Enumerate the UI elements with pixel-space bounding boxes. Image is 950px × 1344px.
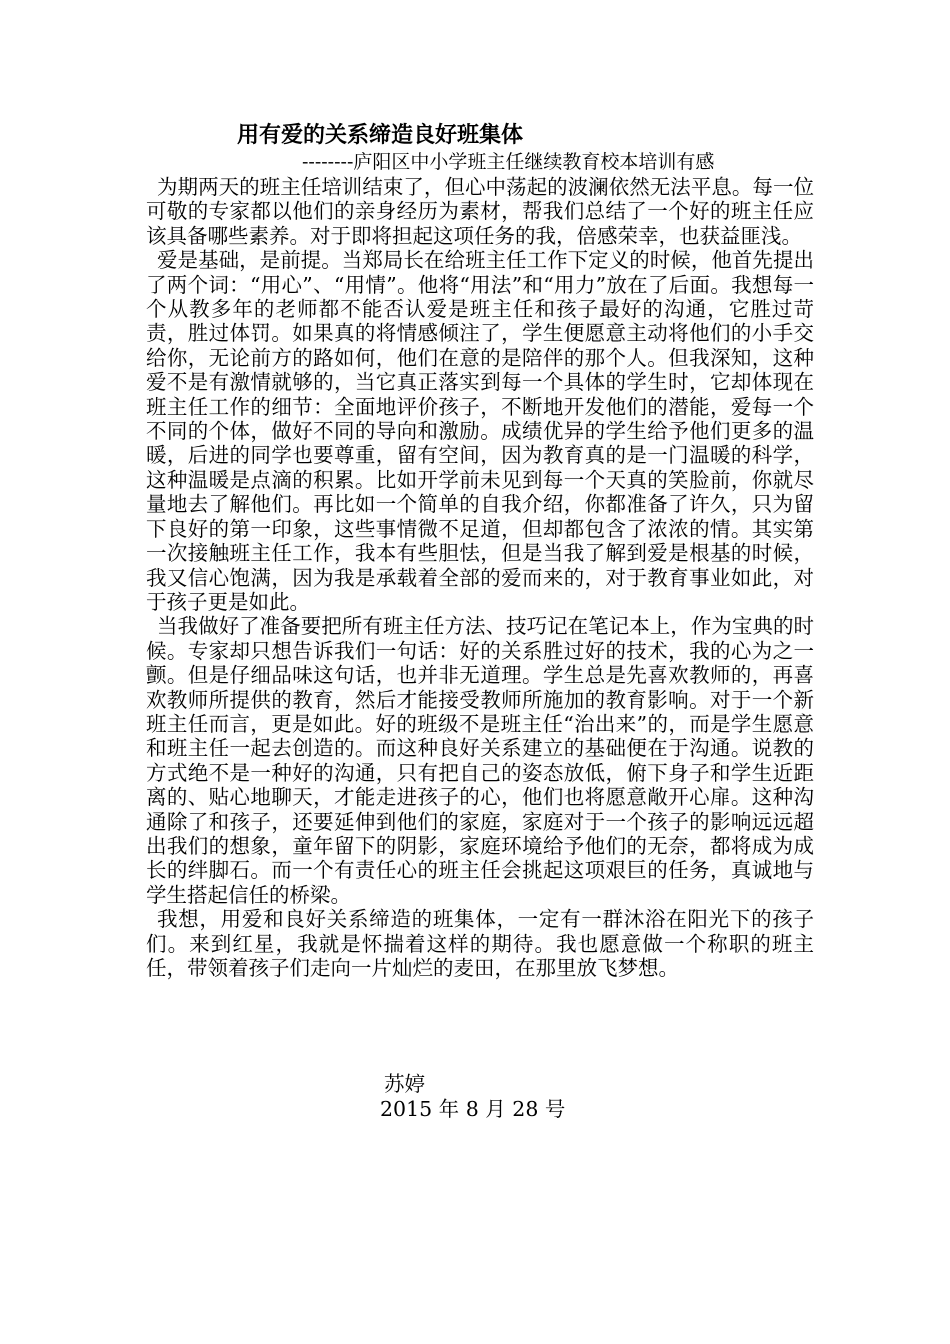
paragraph-intro: 为期两天的班主任培训结束了，但心中荡起的波澜依然无法平息。每一位可敬的专家都以他们的亲身经历为素材，帮我们总结了一个好的班主任应该具备哪些素养。对于即将担起这项任务的我，倍感荣幸，也获益匪浅。 (146, 175, 814, 248)
author-signature: 苏婷 (384, 1072, 425, 1096)
document-title: 用有爱的关系缔造良好班集体 (237, 123, 524, 148)
document-body (146, 175, 814, 980)
paragraph-good-relationship: 当我做好了准备要把所有班主任方法、技巧记在笔记本上，作为宝典的时候。专家却只想告诉我们一句话：好的关系胜过好的技术，我的心为之一颤。但是仔细品味这句话，也并非无道理。学生总是先喜欢教师的，再喜欢教师所提供的教育，然后才能接受教师所施加的教育影响。对于一个新班主任而言，更是如此。好的班级不是班主任“治出来”的，而是学生愿意和班主任一起去创造的。而这种良好关系建立的基础便在于沟通。说教的方式绝不是一种好的沟通，只有把自己的姿态放低，俯下身子和学生近距离的、贴心地聊天，才能走进孩子的心，他们也将愿意敞开心扉。这种沟通除了和孩子，还要延伸到他们的家庭，家庭对于一个孩子的影响远远超出我们的想象，童年留下的阴影，家庭环境给予他们的无奈，都将成为成长的绊脚石。而一个有责任心的班主任会挑起这项艰巨的任务，真诚地与学生搭起信任的桥梁。 (146, 614, 814, 907)
document-subtitle: --------庐阳区中小学班主任继续教育校本培训有感 (302, 151, 715, 173)
paragraph-love-foundation: 爱是基础，是前提。当郑局长在给班主任工作下定义的时候，他首先提出了两个词：“用心”、“用情”。他将“用法”和“用力”放在了后面。我想每一个从教多年的老师都不能否认爱是班主任和孩子最好的沟通，它胜过苛责，胜过体罚。如果真的将情感倾注了，学生便愿意主动将他们的小手交给你，无论前方的路如何，他们在意的是陪伴的那个人。但我深知，这种爱不是有激情就够的，当它真正落实到每一个具体的学生时，它却体现在班主任工作的细节：全面地评价孩子，不断地开发他们的潜能，爱每一个不同的个体，做好不同的导向和激励。成绩优异的学生给予他们更多的温暖，后进的同学也要尊重，留有空间，因为教育真的是一门温暖的科学，这种温暖是点滴的积累。比如开学前未见到每一个天真的笑脸前，你就尽量地去了解他们。再比如一个简单的自我介绍，你都准备了许久，只为留下良好的第一印象，这些事情微不足道，但却都包含了浓浓的情。其实第一次接触班主任工作，我本有些胆怯，但是当我了解到爱是根基的时候，我又信心饱满，因为我是承载着全部的爱而来的，对于教育事业如此，对于孩子更是如此。 (146, 248, 814, 614)
document-date: 2015 年 8 月 28 号 (380, 1097, 566, 1121)
paragraph-conclusion: 我想，用爱和良好关系缔造的班集体，一定有一群沐浴在阳光下的孩子们。来到红星，我就是怀揣着这样的期待。我也愿意做一个称职的班主任，带领着孩子们走向一片灿烂的麦田，在那里放飞梦想。 (146, 907, 814, 980)
